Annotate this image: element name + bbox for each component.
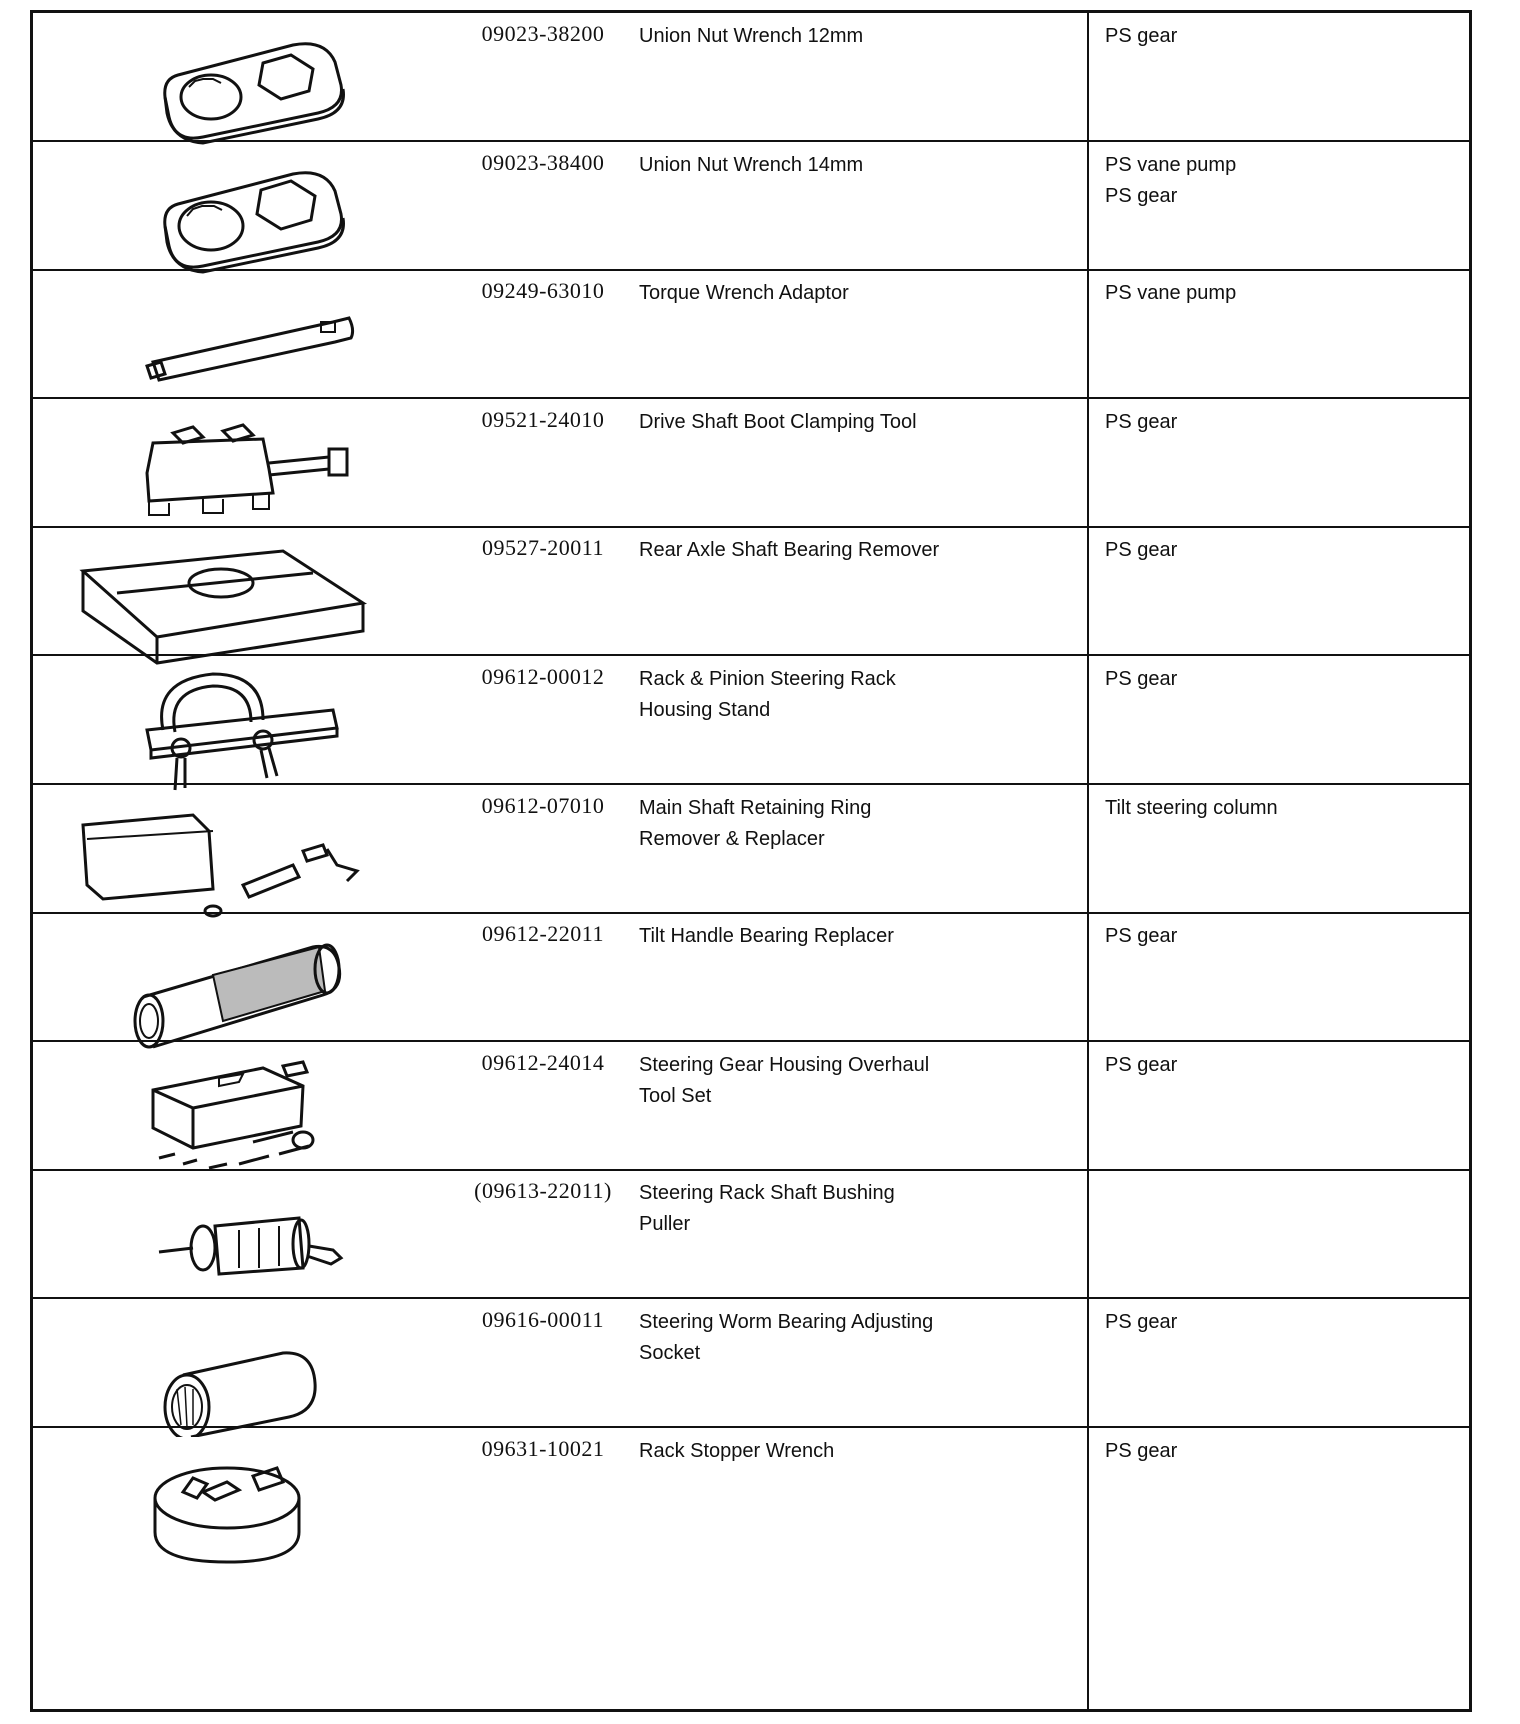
tool-name-line: Torque Wrench Adaptor bbox=[639, 282, 849, 304]
union-nut-wrench-14mm-icon bbox=[63, 146, 403, 280]
tool-usage bbox=[1105, 278, 1465, 309]
tool-usage bbox=[1105, 407, 1465, 438]
overhaul-tool-set-icon-svg bbox=[63, 1046, 403, 1180]
tool-name-line: Tilt Handle Bearing Replacer bbox=[639, 925, 894, 947]
part-number: (09613-22011) bbox=[474, 1178, 612, 1203]
tool-name bbox=[639, 407, 1059, 438]
usage-line: PS gear bbox=[1105, 25, 1178, 47]
tool-usage bbox=[1105, 1050, 1465, 1081]
tool-name bbox=[639, 921, 1059, 952]
usage-line: PS gear bbox=[1105, 185, 1178, 207]
usage-line: PS gear bbox=[1105, 1440, 1178, 1462]
tool-name-line: Drive Shaft Boot Clamping Tool bbox=[639, 411, 917, 433]
tool-name-line: Puller bbox=[639, 1213, 691, 1235]
tool-name-line: Rack & Pinion Steering Rack bbox=[639, 668, 896, 690]
bearing-replacer-icon bbox=[63, 917, 403, 1051]
tool-name-line: Remover & Replacer bbox=[639, 828, 825, 850]
tool-name-line: Rear Axle Shaft Bearing Remover bbox=[639, 539, 940, 561]
usage-line: PS gear bbox=[1105, 1311, 1178, 1333]
usage-line: PS vane pump bbox=[1105, 154, 1237, 176]
bushing-puller-icon bbox=[63, 1174, 403, 1308]
usage-line: PS gear bbox=[1105, 411, 1178, 433]
part-number: 09023-38200 bbox=[481, 21, 605, 46]
retaining-ring-tool-kit-icon bbox=[63, 789, 403, 923]
rack-housing-stand-icon-svg bbox=[63, 660, 403, 794]
special-service-tools-table bbox=[30, 10, 1472, 1712]
usage-line: PS gear bbox=[1105, 1054, 1178, 1076]
usage-line: PS gear bbox=[1105, 539, 1178, 561]
tool-name-line: Rack Stopper Wrench bbox=[639, 1440, 835, 1462]
tool-name-line: Housing Stand bbox=[639, 699, 771, 721]
tool-usage bbox=[1105, 1436, 1465, 1467]
adjusting-socket-icon bbox=[63, 1303, 403, 1437]
tool-name-line: Steering Rack Shaft Bushing bbox=[639, 1182, 895, 1204]
tool-row bbox=[33, 13, 1469, 142]
tool-name bbox=[639, 150, 1059, 181]
tool-name-line: Socket bbox=[639, 1342, 701, 1364]
part-number: 09612-22011 bbox=[481, 921, 604, 946]
union-nut-wrench-14mm-icon-svg bbox=[63, 146, 403, 280]
bearing-remover-plate-icon-svg bbox=[63, 531, 403, 665]
tool-row bbox=[33, 399, 1469, 528]
part-number: 09616-00011 bbox=[481, 1307, 604, 1332]
rack-stopper-wrench-icon-svg bbox=[63, 1432, 403, 1566]
tool-row bbox=[33, 913, 1469, 1042]
part-number: 09612-24014 bbox=[481, 1050, 605, 1075]
part-number: 09249-63010 bbox=[481, 278, 605, 303]
part-number: 09631-10021 bbox=[481, 1436, 605, 1461]
tool-name-line: Steering Gear Housing Overhaul bbox=[639, 1054, 930, 1076]
tool-usage bbox=[1105, 150, 1465, 212]
union-nut-wrench-12mm-icon bbox=[63, 17, 403, 151]
tool-usage bbox=[1105, 921, 1465, 952]
tool-name-line: Union Nut Wrench 14mm bbox=[639, 154, 864, 176]
tool-row bbox=[33, 1428, 1469, 1557]
usage-line: PS vane pump bbox=[1105, 282, 1237, 304]
tool-row bbox=[33, 656, 1469, 785]
boot-clamping-tool-icon bbox=[63, 403, 403, 537]
part-number: 09612-07010 bbox=[481, 793, 605, 818]
tool-name bbox=[639, 1178, 1059, 1240]
part-number: 09521-24010 bbox=[481, 407, 605, 432]
tool-name bbox=[639, 664, 1059, 726]
union-nut-wrench-12mm-icon-svg bbox=[63, 17, 403, 151]
tool-usage bbox=[1105, 1307, 1465, 1338]
tool-row bbox=[33, 785, 1469, 914]
torque-wrench-adaptor-icon-svg bbox=[63, 274, 403, 408]
boot-clamping-tool-icon-svg bbox=[63, 403, 403, 537]
tool-name bbox=[639, 21, 1059, 52]
rack-stopper-wrench-icon bbox=[63, 1432, 403, 1566]
tool-name bbox=[639, 1307, 1059, 1369]
torque-wrench-adaptor-icon bbox=[63, 274, 403, 408]
tool-row bbox=[33, 142, 1469, 271]
tool-usage bbox=[1105, 21, 1465, 52]
tool-name bbox=[639, 1436, 1059, 1467]
bearing-replacer-icon-svg bbox=[63, 917, 403, 1051]
tool-row bbox=[33, 270, 1469, 399]
tool-name bbox=[639, 278, 1059, 309]
usage-line: PS gear bbox=[1105, 668, 1178, 690]
tool-name-line: Tool Set bbox=[639, 1085, 712, 1107]
tool-usage bbox=[1105, 535, 1465, 566]
tool-name-line: Union Nut Wrench 12mm bbox=[639, 25, 864, 47]
bushing-puller-icon-svg bbox=[63, 1174, 403, 1308]
rack-housing-stand-icon bbox=[63, 660, 403, 794]
tool-name bbox=[639, 535, 1059, 566]
tool-name bbox=[639, 1050, 1059, 1112]
tool-name-line: Steering Worm Bearing Adjusting bbox=[639, 1311, 934, 1333]
tool-row bbox=[33, 1042, 1469, 1171]
tool-usage bbox=[1105, 793, 1465, 824]
adjusting-socket-icon-svg bbox=[63, 1303, 403, 1437]
part-number: 09612-00012 bbox=[481, 664, 605, 689]
tool-row bbox=[33, 1170, 1469, 1299]
tool-row bbox=[33, 527, 1469, 656]
retaining-ring-tool-kit-icon-svg bbox=[63, 789, 403, 923]
tool-usage bbox=[1105, 664, 1465, 695]
usage-line: PS gear bbox=[1105, 925, 1178, 947]
tool-name bbox=[639, 793, 1059, 855]
tool-name-line: Main Shaft Retaining Ring bbox=[639, 797, 872, 819]
part-number: 09023-38400 bbox=[481, 150, 605, 175]
bearing-remover-plate-icon bbox=[63, 531, 403, 665]
overhaul-tool-set-icon bbox=[63, 1046, 403, 1180]
tool-row bbox=[33, 1299, 1469, 1428]
usage-line: Tilt steering column bbox=[1105, 797, 1278, 819]
part-number: 09527-20011 bbox=[481, 535, 604, 560]
